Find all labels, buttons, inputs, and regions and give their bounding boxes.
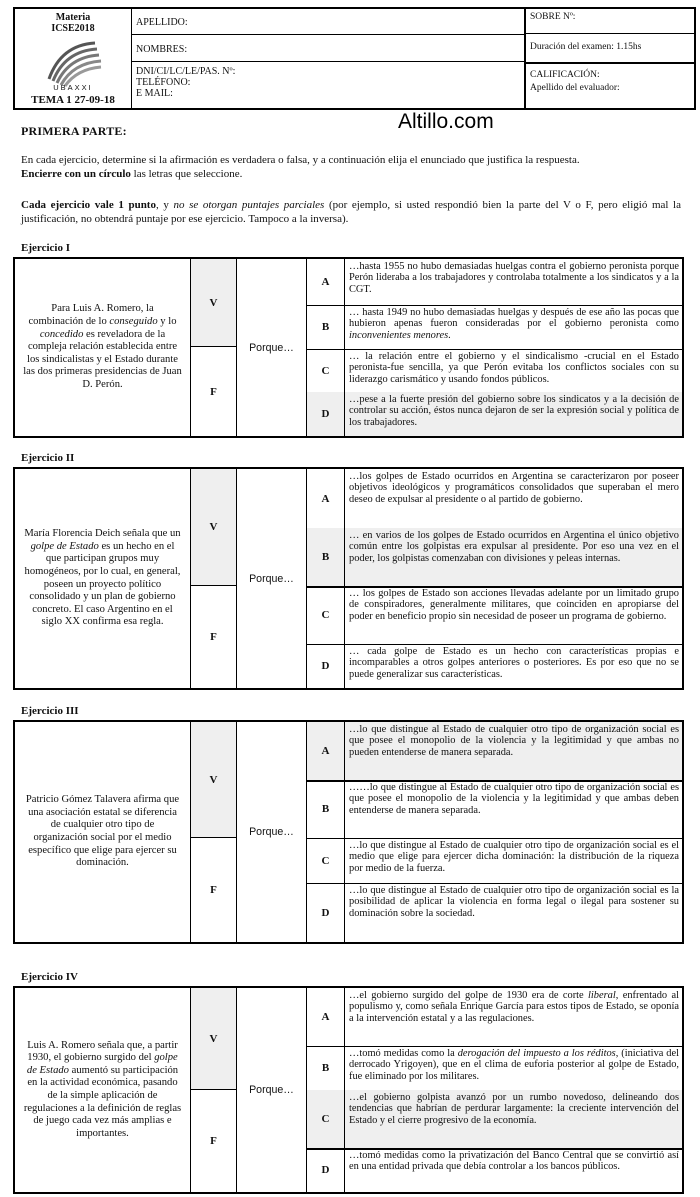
email-field[interactable]: E MAIL: — [136, 88, 173, 99]
header-student-box — [132, 9, 526, 108]
exercise-statement — [15, 259, 191, 436]
option-text: … los golpes de Estado son acciones llevadas adelante por un limitado grupo de conspiradores, generalmente militares, que coinciden en apropiarse del poder en beneficio propio sin necesidad de poseer un programa de gobierno. — [349, 588, 679, 622]
instructions-paragraph-1 — [21, 154, 681, 181]
instructions-text: En cada ejercicio, determine si la afirmación es verdadera o falsa, y a continuación elija el enunciado que justifica la respuesta. — [21, 154, 580, 166]
false-option[interactable]: F — [191, 347, 237, 436]
true-option[interactable]: V — [191, 722, 237, 838]
option-text: …lo que distingue al Estado de cualquier otro tipo de organización social es la posibilidad de aplicar la violencia en forma legal o ilegal para sostener su dominación sobre la sociedad. — [349, 885, 679, 919]
exercise-statement — [15, 469, 191, 688]
option-text: …tomó medidas como la privatización del Banco Central que se convirtió así en una entidad privada que debía controlar a los bancos públicos. — [349, 1150, 679, 1173]
option-text: …tomó medidas como la derogación del impuesto a los réditos, (iniciativa del derrocado Yrigoyen), que en el clima de euforia posterior al golpe de Estado, fue eliminado por los militares. — [349, 1048, 679, 1082]
logo-wordmark: UBAXXI — [53, 83, 93, 92]
option-letter-c[interactable]: C — [307, 586, 345, 644]
option-text: … hasta 1949 no hubo demasiadas huelgas y después de ese año las pocas que hubieron apenas fueron consideradas por el gobierno peronista como inconvenientes menores. — [349, 307, 679, 341]
exercise-table — [13, 467, 684, 690]
option-letter-d[interactable]: D — [307, 883, 345, 942]
duration-label: Duración del examen: 1.15hs — [526, 34, 694, 64]
subject-code: ICSE2018 — [51, 23, 95, 34]
option-text: …hasta 1955 no hubo demasiadas huelgas contra el gobierno peronista porque Perón lideraba a los trabajadores y controlaba totalmente a los sindicatos y a la CGT. — [349, 261, 679, 295]
false-option[interactable]: F — [191, 586, 237, 688]
part-title: PRIMERA PARTE: — [21, 124, 127, 138]
exercise-table — [13, 257, 684, 438]
materia-label: Materia — [55, 12, 91, 23]
option-letter-d[interactable]: D — [307, 1148, 345, 1192]
instructions-text-2: las letras que seleccione. — [130, 167, 243, 180]
instructions-paragraph-2 — [21, 199, 681, 226]
option-letter-a[interactable]: A — [307, 722, 345, 780]
scoring-text: (por ejemplo, si usted respondió bien la parte del V o F, pero eligió mal la justificación, no obtendrá puntaje por ese ejercicio. Tampoco a la inversa). — [21, 199, 681, 225]
option-letter-b[interactable]: B — [307, 305, 345, 349]
statement-text: María Florencia Deich señala que un golpe de Estado es un hecho en el que participan grupos muy homogéneos, por lo cual, en general, poseen un proyecto político consolidado y un plan de gobierno concreto. El caso Argentino en el siglo XX confirma esa regla. — [24, 528, 181, 628]
uba-logo-icon — [41, 39, 103, 87]
true-option[interactable]: V — [191, 988, 237, 1090]
exercise-statement — [15, 722, 191, 942]
option-text: …lo que distingue al Estado de cualquier otro tipo de organización social es el medio que elige para ejercer dicha dominación: la distribución de la riqueza por medio de la fuerza. — [349, 840, 679, 874]
exam-theme: TEMA 1 27-09-18 — [31, 94, 115, 106]
nombres-field[interactable]: NOMBRES: — [132, 35, 524, 62]
scoring-bold: Cada ejercicio vale 1 punto — [21, 199, 156, 211]
dni-field[interactable]: DNI/CI/LC/LE/PAS. Nº: — [136, 66, 236, 77]
instructions-bold: Encierre con un círculo — [21, 167, 131, 180]
option-letter-d[interactable]: D — [307, 644, 345, 688]
exercise-title: Ejercicio IV — [21, 971, 78, 983]
exercise-title: Ejercicio III — [21, 705, 79, 717]
porque-label: Porque… — [237, 469, 307, 688]
option-letter-b[interactable]: B — [307, 1046, 345, 1090]
option-letter-c[interactable]: C — [307, 838, 345, 883]
calificacion-field[interactable]: CALIFICACIÓN: — [530, 70, 600, 80]
contact-fields — [132, 66, 524, 99]
exam-header — [13, 7, 696, 110]
option-text: …el gobierno golpista avanzó por un rumbo novedoso, delineando dos tendencias que habrían de perdurar largamente: la creciente intervención del Estado y el cierre progresivo de la economía. — [345, 1090, 682, 1148]
option-letter-a[interactable]: A — [307, 259, 345, 305]
sobre-field[interactable]: SOBRE Nº: — [526, 9, 694, 34]
telefono-field[interactable]: TELÉFONO: — [136, 77, 191, 88]
statement-text: Patricio Gómez Talavera afirma que una asociación estatal se diferencia de cualquier otro tipo de organización social por el medio específico que elige para ejercer su dominación. — [25, 794, 180, 869]
scoring-text-mid: , y — [155, 199, 174, 211]
option-text: …los golpes de Estado ocurridos en Argentina se caracterizaron por poseer objetivos ideológicos y programáticos consolidados que superaban el mero deseo de expulsar al presidente o al partido de gobierno. — [349, 471, 679, 505]
header-subject-box — [15, 9, 132, 108]
false-option[interactable]: F — [191, 1090, 237, 1192]
statement-text: Para Luis A. Romero, la combinación de lo conseguido y lo concedido es reveladora de la compleja relación establecida entre los sindicalistas y el Estado durante las dos primeras presidencias de Juan D. Perón. — [23, 303, 182, 390]
option-text: … cada golpe de Estado es un hecho con características propias e incomparables a otros golpes anteriores o posteriores. Es por eso que no se puede generalizar sus características. — [349, 646, 679, 680]
option-letter-b[interactable]: B — [307, 780, 345, 838]
apellido-field[interactable]: APELLIDO: — [132, 9, 524, 35]
porque-label: Porque… — [237, 722, 307, 942]
false-option[interactable]: F — [191, 838, 237, 942]
exercise-table — [13, 720, 684, 944]
option-letter-c[interactable]: C — [307, 1090, 345, 1148]
option-letter-a[interactable]: A — [307, 988, 345, 1046]
option-text: …el gobierno surgido del golpe de 1930 era de corte liberal, enfrentado al populismo y, como señala Enrique García para estos tipos de Estado, se oponía a la intervención estatal y a las regulaciones. — [349, 990, 679, 1024]
statement-text: Luis A. Romero señala que, a partir 1930, el gobierno surgido del golpe de Estado aumentó su participación en la actividad económica, pasando de la simple aplicación de regulaciones a la definición de reglas de juego cada vez más amplias e importantes. — [23, 1039, 182, 1139]
exercise-statement — [15, 988, 191, 1192]
true-option[interactable]: V — [191, 259, 237, 347]
porque-label: Porque… — [237, 988, 307, 1192]
option-letter-a[interactable]: A — [307, 469, 345, 528]
option-letter-d[interactable]: D — [307, 392, 345, 436]
option-text: ……lo que distingue al Estado de cualquier otro tipo de organización social es que posee el monopolio de la violencia y la legitimidad y que ambas deben entenderse de manera separada. — [349, 782, 679, 816]
porque-label: Porque… — [237, 259, 307, 436]
grading-fields — [526, 66, 694, 95]
option-letter-c[interactable]: C — [307, 349, 345, 392]
option-letter-b[interactable]: B — [307, 528, 345, 586]
option-text: …lo que distingue al Estado de cualquier otro tipo de organización social es que posee el monopolio de la violencia y la legitimidad y que ambas no pueden entenderse de manera separada. — [345, 722, 682, 780]
option-text: … la relación entre el gobierno y el sindicalismo -crucial en el Estado peronista-fue sencilla, ya que Perón evitaba los conflictos sociales con su liderazgo carismático y usando fondos públicos. — [349, 351, 679, 385]
exercise-title: Ejercicio I — [21, 242, 70, 254]
watermark: Altillo.com — [398, 110, 494, 133]
exercise-title: Ejercicio II — [21, 452, 75, 464]
scoring-italic: no se otorgan puntajes parciales — [173, 199, 325, 211]
exercise-table — [13, 986, 684, 1194]
option-text: … en varios de los golpes de Estado ocurridos en Argentina el único objetivo común entre los golpistas era expulsar al presidente. Por eso una vez en el poder, los golpistas comenzaban con divisiones y peleas internas. — [345, 528, 682, 586]
subject-label — [15, 12, 131, 34]
option-text: …pese a la fuerte presión del gobierno sobre los sindicatos y a la decisión de controlar su acción, éstos nunca dejaron de ser la expresión social y política de los trabajadores. — [345, 392, 682, 436]
true-option[interactable]: V — [191, 469, 237, 586]
header-grading-box — [526, 9, 694, 108]
evaluador-field[interactable]: Apellido del evaluador: — [530, 83, 620, 93]
